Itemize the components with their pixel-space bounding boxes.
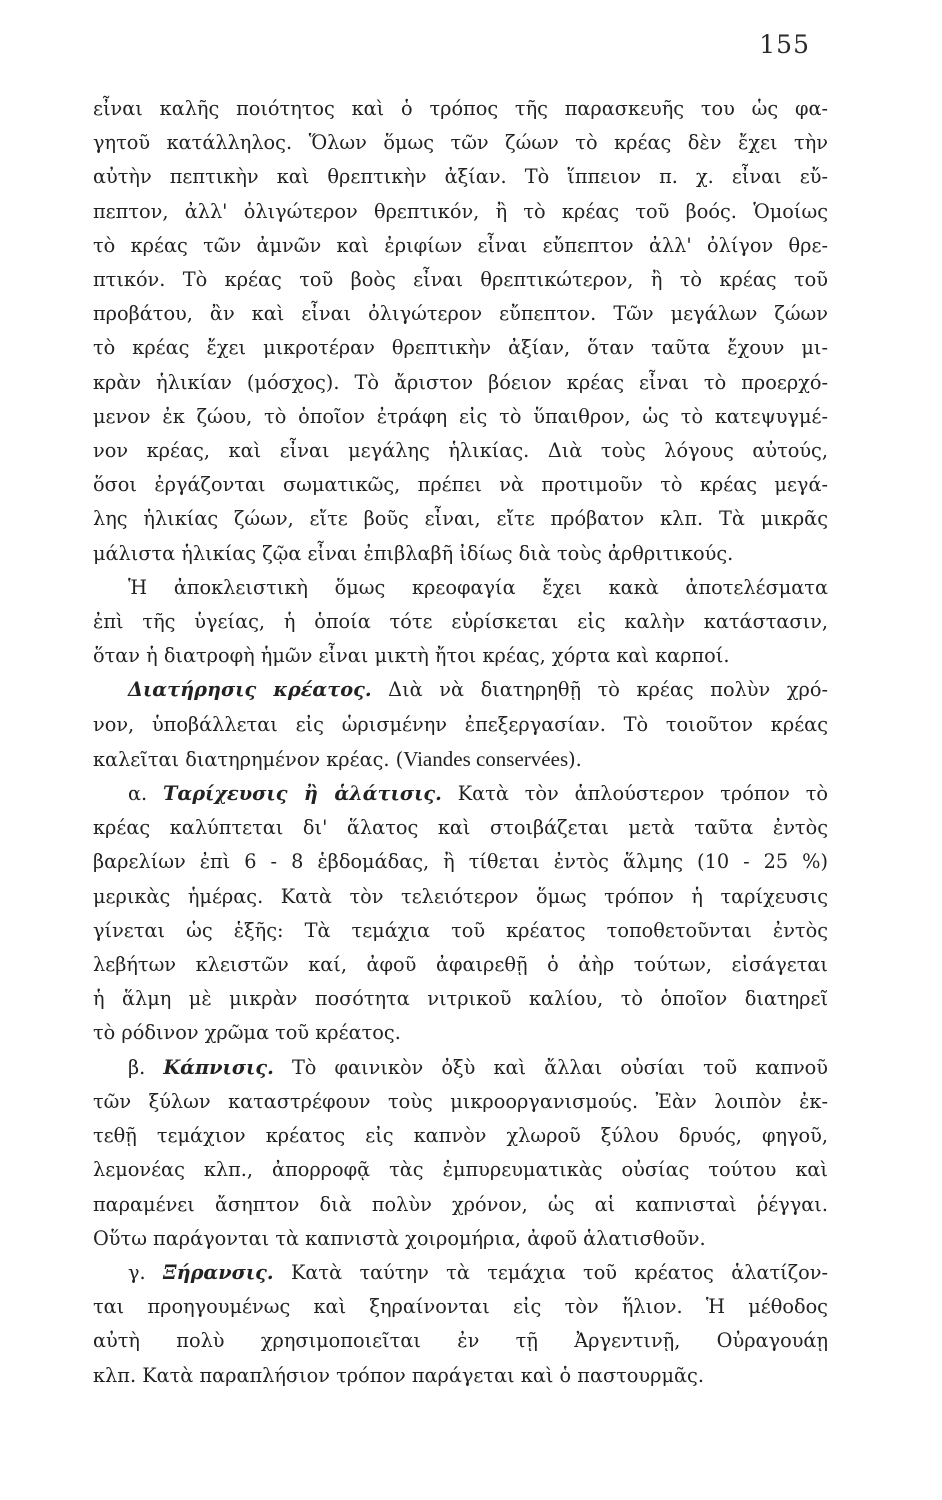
text-line: ἡ ἅλμη μὲ μικρὰν ποσότητα νιτρικοῦ καλίου, τὸ ὁποῖον διατηρεῖ bbox=[93, 987, 828, 1011]
text-line: ἐπὶ τῆς ὑγείας, ἡ ὁποία τότε εὑρίσκεται εἰς καλὴν κατάστασιν, bbox=[93, 610, 828, 634]
text-fragment: Κατὰ τὸν ἁπλούστερον τρόπον τὸ bbox=[441, 782, 828, 806]
text-line-french bbox=[93, 742, 828, 777]
text-line: μάλιστα ἡλικίας ζῷα εἶναι ἐπιβλαβῆ ἰδίως διὰ τοὺς ἀρθριτικούς. bbox=[93, 541, 734, 565]
text-fragment: ). bbox=[568, 747, 582, 771]
body-text bbox=[93, 92, 828, 1393]
text-line: γητοῦ κατάλληλος. Ὅλων ὅμως τῶν ζώων τὸ κρέας δὲν ἔχει τὴν bbox=[93, 131, 828, 155]
subsection-label: γ. bbox=[128, 1260, 164, 1284]
subsection-label: β. bbox=[128, 1055, 164, 1079]
text-line: νον κρέας, καὶ εἶναι μεγάλης ἡλικίας. Διὰ τοὺς λόγους αὐτούς, bbox=[93, 439, 828, 463]
text-line: ὅταν ἡ διατροφὴ ἡμῶν εἶναι μικτὴ ἤτοι κρέας, χόρτα καὶ καρποί. bbox=[93, 644, 730, 668]
text-line: μερικὰς ἡμέρας. Κατὰ τὸν τελειότερον ὅμως τρόπον ἡ ταρίχευσις bbox=[93, 884, 828, 908]
text-line: λεμονέας κλπ., ἀπορροφᾷ τὰς ἐμπυρευματικὰς οὐσίας τούτου καὶ bbox=[93, 1158, 828, 1182]
text-line: τὸ κρέας ἔχει μικροτέραν θρεπτικὴν ἀξίαν, ὅταν ταῦτα ἔχουν μι- bbox=[93, 336, 828, 360]
text-line: κρέας καλύπτεται δι' ἅλατος καὶ στοιβάζεται μετὰ ταῦτα ἐντὸς bbox=[93, 816, 828, 840]
text-line: νον, ὑποβάλλεται εἰς ὡρισμένην ἐπεξεργασίαν. Τὸ τοιοῦτον κρέας bbox=[93, 712, 828, 736]
text-line: παραμένει ἄσηπτον διὰ πολὺν χρόνον, ὡς αἱ καπνισταὶ ῥέγγαι. bbox=[93, 1192, 828, 1216]
subsection-label: α. bbox=[128, 782, 164, 806]
text-line: λεβήτων κλειστῶν καί, ἀφοῦ ἀφαιρεθῇ ὁ ἀὴρ τούτων, εἰσάγεται bbox=[93, 953, 828, 977]
text-line: κρὰν ἡλικίαν (μόσχος). Τὸ ἄριστον βόειον κρέας εἶναι τὸ προερχό- bbox=[93, 370, 828, 394]
text-line: πτικόν. Τὸ κρέας τοῦ βοὸς εἶναι θρεπτικώτερον, ἢ τὸ κρέας τοῦ bbox=[93, 268, 828, 292]
text-fragment: καλεῖται διατηρημένον κρέας. ( bbox=[93, 747, 404, 771]
text-line: αὐτὴ πολὺ χρησιμοποιεῖται ἐν τῇ Ἀργεντινῇ, Οὐραγουάῃ bbox=[93, 1329, 828, 1353]
subsection-line-smoking bbox=[93, 1051, 828, 1085]
text-fragment: Διὰ νὰ διατηρηθῇ τὸ κρέας πολὺν χρό- bbox=[371, 678, 828, 702]
text-fragment: Τὸ φαινικὸν ὀξὺ καὶ ἄλλαι οὐσίαι τοῦ καπνοῦ bbox=[273, 1055, 829, 1079]
text-line: Οὕτω παράγονται τὰ καπνιστὰ χοιρομήρια, ἀφοῦ ἁλατισθοῦν. bbox=[93, 1226, 706, 1250]
text-line: τῶν ξύλων καταστρέφουν τοὺς μικροοργανισμούς. Ἐὰν λοιπὸν ἐκ- bbox=[93, 1089, 828, 1113]
text-line: πεπτον, ἀλλ' ὀλιγώτερον θρεπτικόν, ἢ τὸ κρέας τοῦ βοός. Ὁμοίως bbox=[93, 199, 828, 223]
text-line: βαρελίων ἐπὶ 6 - 8 ἑβδομάδας, ἢ τίθεται ἐντὸς ἅλμης (10 - 25 %) bbox=[93, 850, 828, 874]
subsection-heading-smoking: Κάπνισις. bbox=[163, 1055, 274, 1079]
subsection-heading-salting: Ταρίχευσις ἢ ἁλάτισις. bbox=[163, 782, 442, 806]
text-line: τεθῇ τεμάχιον κρέατος εἰς καπνὸν χλωροῦ ξύλου δρυός, φηγοῦ, bbox=[93, 1124, 828, 1148]
text-line: Ἡ ἀποκλειστικὴ ὅμως κρεοφαγία ἔχει κακὰ ἀποτελέσματα bbox=[128, 575, 828, 599]
french-term: Viandes conservées bbox=[403, 746, 569, 771]
section-heading-preservation: Διατήρησις κρέατος. bbox=[128, 678, 372, 702]
text-line: αὐτὴν πεπτικὴν καὶ θρεπτικὴν ἀξίαν. Τὸ ἵππειον π. χ. εἶναι εὔ- bbox=[93, 165, 828, 189]
page-number: 155 bbox=[759, 30, 810, 59]
text-line: λης ἡλικίας ζώων, εἴτε βοῦς εἶναι, εἴτε πρόβατον κλπ. Τὰ μικρᾶς bbox=[93, 507, 828, 531]
subsection-line-salting bbox=[93, 777, 828, 811]
text-line: εἶναι καλῆς ποιότητος καὶ ὁ τρόπος τῆς παρασκευῆς του ὡς φα- bbox=[93, 97, 828, 120]
text-line: μενον ἐκ ζώου, τὸ ὁποῖον ἐτράφη εἰς τὸ ὕπαιθρον, ὡς τὸ κατεψυγμέ- bbox=[93, 404, 828, 428]
text-line: γίνεται ὡς ἑξῆς: Τὰ τεμάχια τοῦ κρέατος τοποθετοῦνται ἐντὸς bbox=[93, 918, 828, 942]
text-line: ὅσοι ἐργάζονται σωματικῶς, πρέπει νὰ προτιμοῦν τὸ κρέας μεγά- bbox=[93, 473, 828, 497]
subsection-heading-drying: Ξήρανσις. bbox=[163, 1260, 274, 1284]
text-line: τὸ κρέας τῶν ἀμνῶν καὶ ἐριφίων εἶναι εὔπεπτον ἀλλ' ὀλίγον θρε- bbox=[93, 233, 828, 257]
text-line: προβάτου, ἂν καὶ εἶναι ὀλιγώτερον εὔπεπτον. Τῶν μεγάλων ζώων bbox=[93, 302, 828, 326]
section-line-preservation bbox=[93, 673, 828, 707]
text-fragment: Κατὰ ταύτην τὰ τεμάχια τοῦ κρέατος ἁλατίζον- bbox=[273, 1260, 828, 1284]
text-line: τὸ ρόδινον χρῶμα τοῦ κρέατος. bbox=[93, 1021, 401, 1045]
text-line: κλπ. Κατὰ παραπλήσιον τρόπον παράγεται καὶ ὁ παστουρμᾶς. bbox=[93, 1363, 704, 1387]
text-line: ται προηγουμένως καὶ ξηραίνονται εἰς τὸν ἥλιον. Ἡ μέθοδος bbox=[93, 1295, 828, 1319]
subsection-line-drying bbox=[93, 1256, 828, 1290]
